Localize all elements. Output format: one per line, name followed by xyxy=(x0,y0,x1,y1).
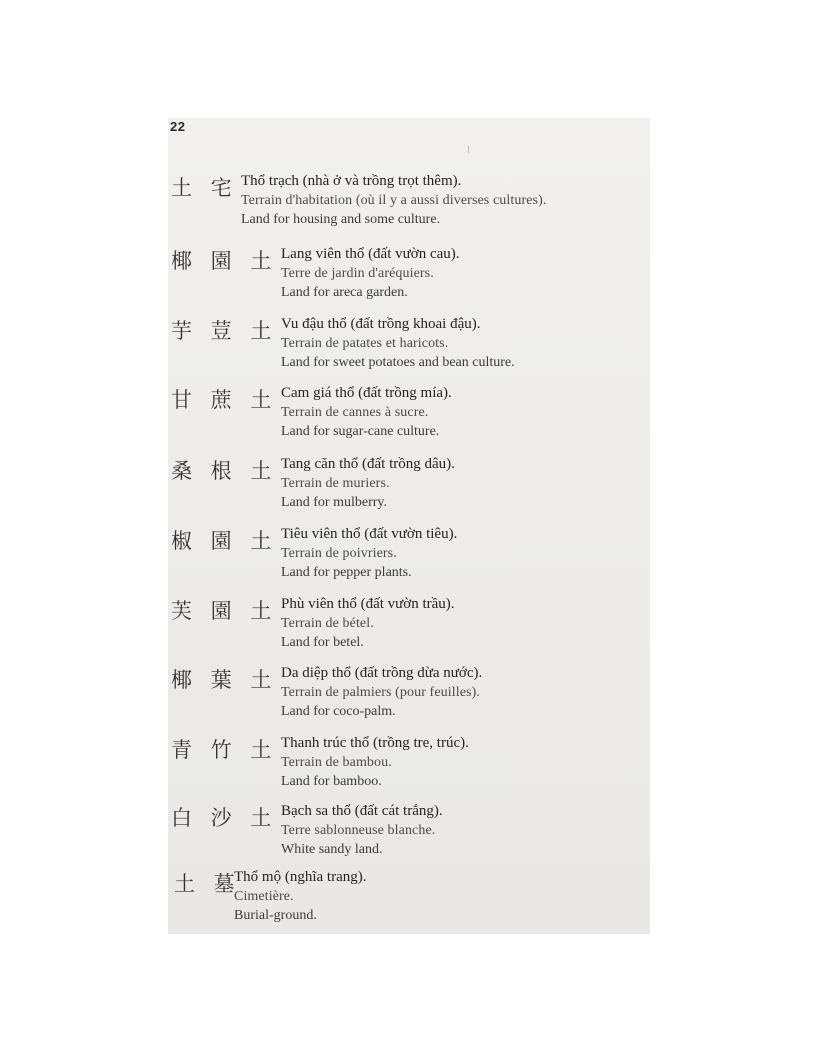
vietnamese-term: Thổ trạch (nhà ở và trồng trọt thêm). xyxy=(241,173,462,189)
entry-text xyxy=(234,868,366,925)
entry-text xyxy=(281,455,455,512)
chinese-characters: 青 竹 土 xyxy=(171,738,278,762)
vietnamese-term: Lang viên thổ (đất vườn cau). xyxy=(281,246,460,262)
vietnamese-term: Thanh trúc thổ (trồng tre, trúc). xyxy=(281,735,469,751)
page-number: 22 xyxy=(170,119,186,134)
french-translation: Terrain d'habitation (où il y a aussi diverses cultures). xyxy=(241,193,547,208)
french-translation: Terrain de muriers. xyxy=(281,476,390,491)
english-translation: Land for areca garden. xyxy=(281,285,408,300)
english-translation: Burial-ground. xyxy=(234,908,317,923)
french-translation: Terrain de bambou. xyxy=(281,755,392,770)
chinese-characters: 椒 園 土 xyxy=(171,529,278,553)
french-translation: Cimetière. xyxy=(234,889,294,904)
entry-text xyxy=(281,664,482,721)
scan-mark xyxy=(468,146,469,153)
english-translation: Land for coco-palm. xyxy=(281,704,396,719)
chinese-characters: 芙 園 土 xyxy=(171,599,278,623)
vietnamese-term: Tiêu viên thổ (đất vườn tiêu). xyxy=(281,526,458,542)
french-translation: Terrain de poivriers. xyxy=(281,546,397,561)
entry-text xyxy=(281,315,515,372)
french-translation: Terre de jardin d'aréquiers. xyxy=(281,266,434,281)
french-translation: Terrain de bétel. xyxy=(281,616,374,631)
english-translation: Land for sweet potatoes and bean culture. xyxy=(281,355,515,370)
french-translation: Terrain de palmiers (pour feuilles). xyxy=(281,685,480,700)
vietnamese-term: Bạch sa thổ (đất cát trắng). xyxy=(281,803,443,819)
entry-text xyxy=(281,734,469,791)
english-translation: White sandy land. xyxy=(281,842,383,857)
entry-text xyxy=(281,245,460,302)
chinese-characters: 土 墓 xyxy=(174,872,241,896)
vietnamese-term: Da diệp thổ (đất trồng dừa nước). xyxy=(281,665,483,681)
chinese-characters: 甘 蔗 土 xyxy=(171,388,278,412)
english-translation: Land for bamboo. xyxy=(281,774,382,789)
chinese-characters: 白 沙 土 xyxy=(171,806,278,830)
english-translation: Land for pepper plants. xyxy=(281,565,412,580)
vietnamese-term: Tang căn thổ (đất trồng dâu). xyxy=(281,456,455,472)
french-translation: Terre sablonneuse blanche. xyxy=(281,823,436,838)
chinese-characters: 桑 根 土 xyxy=(171,459,278,483)
entry-text xyxy=(281,595,455,652)
entry-text xyxy=(281,525,457,582)
english-translation: Land for mulberry. xyxy=(281,495,387,510)
english-translation: Land for housing and some culture. xyxy=(241,212,441,227)
vietnamese-term: Thổ mộ (nghĩa trang). xyxy=(234,869,367,885)
chinese-characters: 土 宅 xyxy=(171,176,238,200)
french-translation: Terrain de patates et haricots. xyxy=(281,336,449,351)
chinese-characters: 芋 荳 土 xyxy=(171,319,278,343)
chinese-characters: 椰 葉 土 xyxy=(171,668,278,692)
vietnamese-term: Vu đậu thổ (đất trồng khoai đậu). xyxy=(281,316,481,332)
entry-text xyxy=(281,384,452,441)
french-translation: Terrain de cannes à sucre. xyxy=(281,405,429,420)
entry-text xyxy=(281,802,443,859)
entry-text xyxy=(241,172,546,229)
english-translation: Land for betel. xyxy=(281,635,364,650)
chinese-characters: 椰 園 土 xyxy=(171,249,278,273)
vietnamese-term: Phù viên thổ (đất vườn trầu). xyxy=(281,596,455,612)
english-translation: Land for sugar-cane culture. xyxy=(281,424,440,439)
vietnamese-term: Cam giá thổ (đất trồng mía). xyxy=(281,385,452,401)
document-page xyxy=(168,118,650,934)
